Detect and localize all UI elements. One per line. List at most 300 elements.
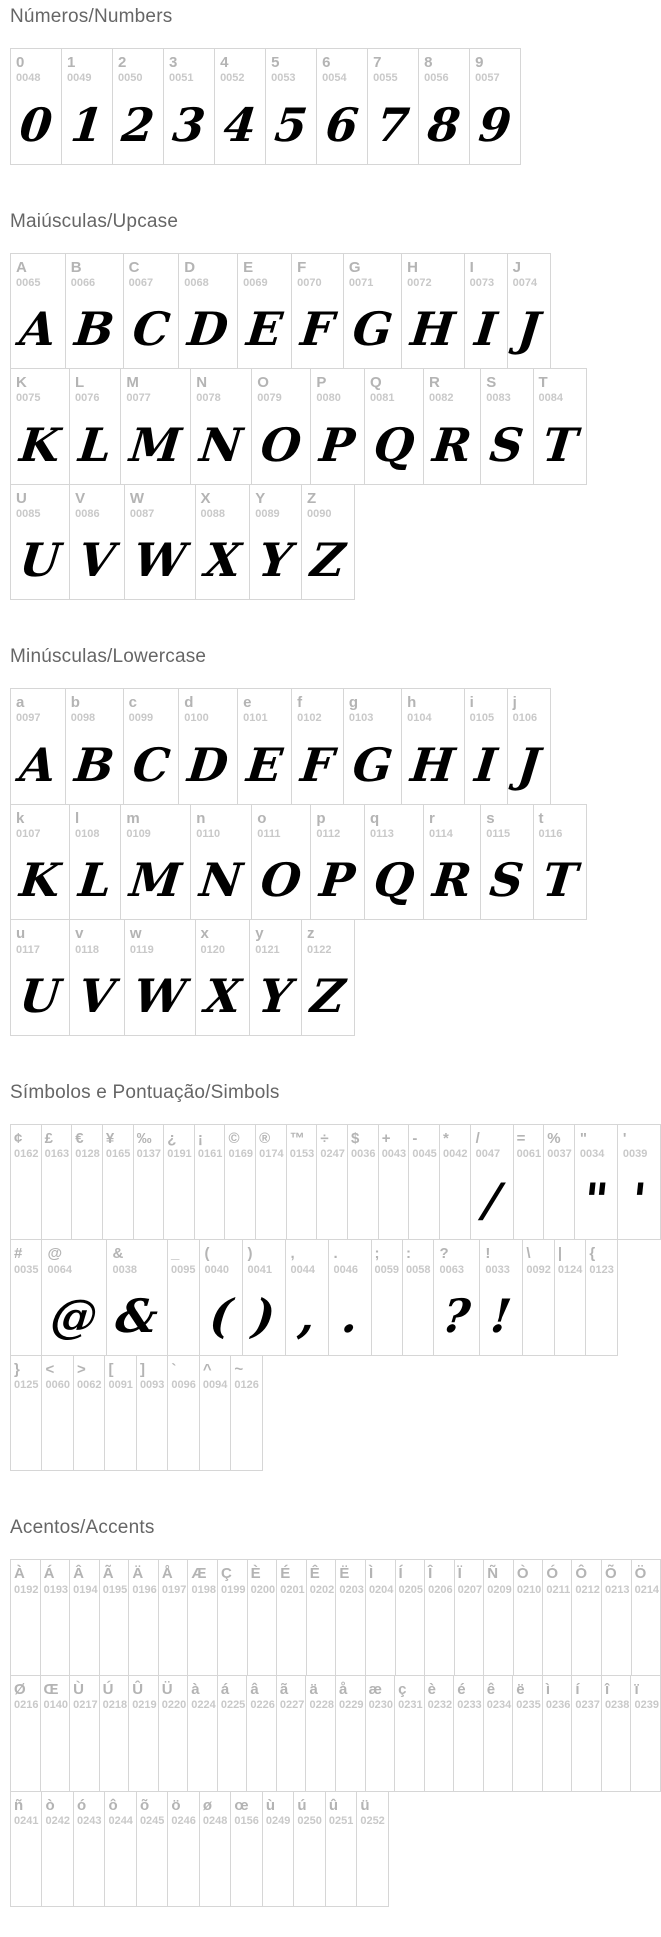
glyph-preview (453, 1713, 484, 1791)
char-cell (365, 1559, 396, 1676)
char-cell (402, 1239, 434, 1356)
unicode-decimal-label: 0102 (297, 712, 322, 725)
glyph-preview: , (295, 1288, 318, 1343)
char-cell (249, 919, 302, 1036)
unicode-decimal-label: 0046 (333, 1263, 358, 1276)
unicode-decimal-label: 0216 (14, 1699, 39, 1712)
unicode-decimal-label: 0211 (546, 1583, 571, 1596)
char-label: G (348, 258, 361, 276)
glyph-preview: 8 (425, 97, 463, 152)
char-label: ê (486, 1681, 496, 1699)
unicode-decimal-label: 0243 (76, 1814, 102, 1827)
char-label: ô (108, 1796, 118, 1814)
char-cell (10, 919, 70, 1036)
char-cell (265, 48, 317, 165)
char-cell (217, 1559, 248, 1676)
char-cell (310, 368, 365, 485)
char-cell (571, 1675, 602, 1792)
char-label: É (280, 1565, 291, 1583)
char-cell (286, 1124, 318, 1241)
unicode-decimal-label: 0196 (132, 1583, 157, 1596)
character-grid-row (10, 1676, 661, 1792)
char-cell (178, 688, 238, 805)
char-label: 3 (169, 54, 178, 71)
unicode-decimal-label: 0034 (579, 1148, 605, 1161)
unicode-decimal-label: 0250 (297, 1814, 322, 1827)
glyph-preview (10, 1828, 43, 1906)
char-cell (453, 1675, 484, 1792)
unicode-decimal-label: 0165 (105, 1148, 131, 1161)
unicode-decimal-label: 0057 (475, 72, 500, 85)
char-label: S (486, 374, 497, 392)
glyph-preview: 6 (323, 97, 361, 152)
glyph-preview: D (185, 302, 231, 357)
char-cell (124, 484, 196, 601)
unicode-decimal-label: 0198 (191, 1583, 216, 1596)
char-cell (249, 484, 302, 601)
char-cell (69, 1559, 100, 1676)
unicode-decimal-label: 0226 (250, 1699, 275, 1712)
glyph-preview (217, 1597, 248, 1675)
character-grid-row (10, 1792, 661, 1908)
char-cell (433, 1239, 480, 1356)
unicode-decimal-label: 0153 (289, 1148, 315, 1161)
char-cell (464, 688, 508, 805)
glyph-preview (167, 1828, 200, 1906)
section-lowercase (10, 646, 661, 1036)
glyph-preview (102, 1161, 134, 1239)
char-label: Æ (191, 1565, 207, 1583)
unicode-decimal-label: 0106 (512, 712, 538, 725)
char-cell (513, 1124, 545, 1241)
char-cell (469, 48, 521, 165)
glyph-preview (69, 1713, 100, 1791)
char-cell (199, 1239, 243, 1356)
glyph-preview (132, 1161, 164, 1239)
char-label: Ë (339, 1565, 350, 1583)
section-title: Números/Numbers (10, 6, 173, 27)
char-label: û (328, 1796, 339, 1814)
character-grid-row (10, 485, 661, 601)
character-grid (10, 688, 661, 1036)
unicode-decimal-label: 0174 (259, 1148, 284, 1161)
char-cell (120, 804, 191, 921)
char-label: ! (485, 1245, 491, 1263)
glyph-preview: M (127, 853, 185, 908)
char-cell (408, 1124, 440, 1241)
char-label: l (74, 809, 80, 827)
char-label: " (579, 1129, 588, 1147)
glyph-preview (104, 1392, 137, 1470)
unicode-decimal-label: 0081 (369, 392, 395, 405)
section-title: Minúsculas/Lowercase (10, 646, 207, 668)
char-cell (601, 1675, 632, 1792)
glyph-preview: N (197, 853, 246, 908)
glyph-preview (158, 1713, 189, 1791)
char-label: 0 (16, 54, 25, 71)
char-label: å (339, 1681, 348, 1699)
char-cell (237, 688, 292, 805)
char-label: u (16, 925, 26, 943)
char-cell (533, 368, 587, 485)
char-label: ú (297, 1796, 307, 1814)
character-grid-row (10, 1356, 661, 1472)
char-cell (512, 1675, 543, 1792)
glyph-preview: C (129, 302, 173, 357)
char-label: ó (76, 1796, 87, 1814)
unicode-decimal-label: 0244 (108, 1814, 133, 1827)
char-label: Ò (516, 1565, 529, 1583)
unicode-decimal-label: 0074 (512, 276, 538, 289)
char-cell (533, 804, 587, 921)
char-label: Ç (221, 1565, 232, 1583)
unicode-decimal-label: 0234 (486, 1699, 512, 1712)
char-label: r (429, 809, 435, 827)
section-title: Maiúsculas/Upcase (10, 210, 179, 232)
glyph-preview (424, 1597, 455, 1675)
char-label: P (316, 374, 327, 392)
char-cell (195, 484, 251, 601)
unicode-decimal-label: 0197 (161, 1583, 187, 1596)
glyph-preview: B (71, 302, 117, 357)
char-cell (190, 368, 252, 485)
char-label: z (307, 925, 315, 943)
char-label: B (70, 258, 82, 276)
char-cell (40, 1559, 71, 1676)
unicode-decimal-label: 0231 (398, 1699, 423, 1712)
character-grid-row (10, 1124, 661, 1241)
unicode-decimal-label: 0070 (297, 276, 322, 289)
char-cell (71, 1124, 103, 1241)
unicode-decimal-label: 0239 (634, 1699, 659, 1712)
char-cell (10, 253, 66, 370)
char-label: N (196, 374, 208, 392)
unicode-decimal-label: 0241 (14, 1814, 39, 1827)
char-label: Ö (634, 1565, 647, 1583)
char-label: k (16, 809, 25, 827)
char-cell (73, 1355, 105, 1472)
unicode-decimal-label: 0235 (516, 1699, 541, 1712)
char-cell (194, 1124, 226, 1241)
char-label: a (16, 694, 25, 712)
unicode-decimal-label: 0097 (16, 712, 41, 725)
glyph-preview (262, 1828, 295, 1906)
glyph-preview (10, 1161, 42, 1239)
glyph-preview: P (317, 853, 358, 908)
glyph-preview (41, 1828, 74, 1906)
char-cell (10, 1355, 42, 1472)
glyph-preview (305, 1713, 336, 1791)
char-label: Â (73, 1565, 84, 1583)
char-label: _ (171, 1245, 180, 1263)
char-label: E (243, 258, 254, 276)
unicode-decimal-label: 0126 (234, 1379, 259, 1392)
glyph-preview (585, 1277, 618, 1355)
unicode-decimal-label: 0228 (309, 1699, 334, 1712)
char-cell (136, 1791, 168, 1908)
char-cell (574, 1124, 618, 1241)
glyph-preview (71, 1161, 103, 1239)
char-cell (316, 48, 368, 165)
glyph-preview: 2 (119, 97, 157, 152)
unicode-decimal-label: 0124 (557, 1263, 583, 1276)
char-label: 9 (475, 54, 484, 71)
unicode-decimal-label: 0039 (622, 1148, 648, 1161)
glyph-preview (378, 1161, 410, 1239)
char-cell (104, 1791, 136, 1908)
char-label: 6 (322, 54, 331, 71)
unicode-decimal-label: 0043 (381, 1148, 407, 1161)
char-label: Å (161, 1565, 173, 1583)
char-label: ü (360, 1796, 370, 1814)
char-label: 8 (424, 54, 433, 71)
char-cell (217, 1675, 248, 1792)
unicode-decimal-label: 0119 (129, 943, 154, 956)
char-cell (262, 1791, 294, 1908)
glyph-preview: R (430, 417, 475, 472)
glyph-preview: ( (206, 1288, 235, 1343)
unicode-decimal-label: 0100 (184, 712, 209, 725)
char-label: n (196, 809, 206, 827)
char-cell (230, 1791, 262, 1908)
glyph-preview: C (129, 737, 173, 792)
glyph-preview (293, 1828, 326, 1906)
char-cell (10, 688, 66, 805)
unicode-decimal-label: 0101 (243, 712, 268, 725)
unicode-decimal-label: 0156 (234, 1814, 259, 1827)
char-cell (224, 1124, 256, 1241)
char-label: è (427, 1681, 436, 1699)
glyph-preview: A (17, 302, 59, 357)
char-label: ñ (14, 1796, 24, 1814)
char-label: X (200, 489, 211, 507)
char-label: M (126, 374, 139, 392)
glyph-preview: F (298, 302, 337, 357)
char-cell (601, 1559, 632, 1676)
char-label: ‰ (136, 1129, 152, 1147)
char-label: ì (545, 1681, 551, 1699)
character-grid-row (10, 920, 661, 1036)
glyph-preview: . (338, 1288, 361, 1343)
char-cell (513, 1559, 544, 1676)
glyph-preview (424, 1713, 455, 1791)
glyph-preview: ! (488, 1288, 515, 1343)
glyph-preview: G (350, 302, 395, 357)
glyph-preview: O (258, 417, 305, 472)
char-label: p (316, 809, 326, 827)
unicode-decimal-label: 0199 (221, 1583, 246, 1596)
glyph-preview: X (201, 533, 244, 588)
unicode-decimal-label: 0245 (139, 1814, 165, 1827)
char-label: e (243, 694, 252, 712)
unicode-decimal-label: 0038 (112, 1263, 137, 1276)
glyph-preview (601, 1713, 632, 1791)
glyph-preview (167, 1277, 200, 1355)
glyph-preview (454, 1597, 485, 1675)
unicode-decimal-label: 0096 (171, 1379, 196, 1392)
glyph-preview (167, 1392, 200, 1470)
glyph-preview (325, 1828, 358, 1906)
glyph-preview: / (480, 1173, 503, 1228)
char-cell (424, 1559, 455, 1676)
char-cell (301, 919, 355, 1036)
char-label: U (16, 489, 27, 507)
char-cell (199, 1791, 231, 1908)
unicode-decimal-label: 0246 (171, 1814, 196, 1827)
char-label: Ó (546, 1565, 559, 1583)
char-cell (230, 1355, 262, 1472)
unicode-decimal-label: 0233 (457, 1699, 482, 1712)
char-label: & (112, 1245, 124, 1263)
char-label: õ (139, 1796, 150, 1814)
char-label: ( (204, 1245, 210, 1263)
glyph-preview: Z (308, 533, 348, 588)
char-label: Y (255, 489, 266, 507)
char-label: w (129, 925, 142, 943)
char-cell (335, 1559, 366, 1676)
unicode-decimal-label: 0048 (16, 72, 41, 85)
section-numbers (10, 6, 661, 165)
char-label: I (469, 258, 474, 276)
unicode-decimal-label: 0200 (250, 1583, 276, 1596)
char-cell (585, 1239, 617, 1356)
glyph-preview (513, 1597, 544, 1675)
char-label: Ù (73, 1681, 84, 1699)
glyph-preview (187, 1713, 218, 1791)
unicode-decimal-label: 0089 (255, 507, 280, 520)
char-label: < (45, 1360, 55, 1378)
char-label: , (290, 1245, 295, 1263)
char-cell (305, 1675, 336, 1792)
unicode-decimal-label: 0225 (220, 1699, 246, 1712)
glyph-preview: K (17, 853, 63, 908)
glyph-preview (335, 1597, 366, 1675)
glyph-preview (187, 1597, 218, 1675)
char-cell (214, 48, 266, 165)
char-label: Ú (102, 1681, 114, 1699)
glyph-preview (630, 1597, 661, 1675)
unicode-decimal-label: 0084 (538, 392, 563, 405)
unicode-decimal-label: 0109 (126, 827, 151, 840)
char-label: 4 (220, 54, 229, 71)
unicode-decimal-label: 0115 (486, 827, 511, 840)
glyph-preview: Q (371, 417, 417, 472)
char-label: é (457, 1681, 466, 1699)
glyph-preview: L (76, 853, 115, 908)
char-cell (10, 368, 70, 485)
char-cell (123, 688, 180, 805)
glyph-preview (73, 1828, 106, 1906)
char-cell (423, 804, 481, 921)
char-cell (123, 253, 180, 370)
glyph-preview (255, 1161, 287, 1239)
char-cell (454, 1559, 485, 1676)
char-label: 7 (373, 54, 382, 71)
char-label: d (184, 694, 194, 712)
unicode-decimal-label: 0105 (469, 712, 495, 725)
char-cell (41, 1791, 73, 1908)
glyph-preview: J (514, 737, 543, 792)
glyph-preview (41, 1161, 73, 1239)
char-cell (251, 368, 311, 485)
char-cell (199, 1355, 231, 1472)
glyph-preview: M (127, 417, 185, 472)
unicode-decimal-label: 0252 (360, 1814, 385, 1827)
char-cell (554, 1239, 586, 1356)
unicode-decimal-label: 0123 (589, 1263, 614, 1276)
char-label: { (589, 1245, 596, 1263)
glyph-preview: U (17, 533, 63, 588)
unicode-decimal-label: 0065 (16, 276, 41, 289)
char-label: s (486, 809, 495, 827)
char-cell (480, 368, 533, 485)
char-label: C (128, 258, 140, 276)
char-cell (99, 1559, 130, 1676)
unicode-decimal-label: 0064 (47, 1263, 72, 1276)
unicode-decimal-label: 0058 (405, 1263, 431, 1276)
char-cell (293, 1791, 325, 1908)
char-cell (631, 1559, 661, 1676)
unicode-decimal-label: 0137 (136, 1148, 162, 1161)
char-label: ™ (289, 1129, 305, 1147)
glyph-preview (217, 1713, 248, 1791)
char-cell (395, 1559, 426, 1676)
glyph-preview (513, 1161, 545, 1239)
char-label: R (429, 374, 440, 392)
glyph-preview: R (430, 853, 475, 908)
char-label: æ (368, 1681, 382, 1699)
glyph-preview (370, 1277, 403, 1355)
glyph-preview: D (185, 737, 231, 792)
char-cell (124, 919, 196, 1036)
char-label: ` (171, 1360, 177, 1378)
char-label: - (412, 1129, 418, 1147)
glyph-preview (365, 1597, 396, 1675)
unicode-decimal-label: 0201 (280, 1583, 305, 1596)
char-label: Ê (309, 1565, 320, 1583)
char-label: ù (265, 1796, 276, 1814)
char-label: $ (351, 1129, 360, 1147)
unicode-decimal-label: 0086 (75, 507, 100, 520)
glyph-preview (199, 1828, 232, 1906)
glyph-preview: L (76, 417, 115, 472)
glyph-preview (394, 1597, 425, 1675)
unicode-decimal-label: 0205 (398, 1583, 423, 1596)
char-cell (187, 1559, 218, 1676)
char-label: Ì (368, 1565, 374, 1583)
char-cell (190, 804, 252, 921)
char-cell (276, 1675, 307, 1792)
unicode-decimal-label: 0044 (290, 1263, 315, 1276)
char-label: * (442, 1129, 449, 1147)
char-label: . (333, 1245, 338, 1263)
unicode-decimal-label: 0242 (45, 1814, 70, 1827)
char-label: â (250, 1681, 259, 1699)
glyph-preview: V (76, 968, 118, 1023)
unicode-decimal-label: 0049 (67, 72, 92, 85)
unicode-decimal-label: 0117 (16, 943, 40, 956)
unicode-decimal-label: 0033 (485, 1263, 510, 1276)
char-cell (418, 48, 470, 165)
glyph-preview (543, 1161, 575, 1239)
char-cell (367, 48, 419, 165)
glyph-preview (542, 1713, 573, 1791)
char-cell (247, 1559, 278, 1676)
glyph-preview: E (244, 737, 286, 792)
char-cell (104, 1355, 136, 1472)
char-cell (291, 688, 344, 805)
char-cell (365, 1675, 396, 1792)
